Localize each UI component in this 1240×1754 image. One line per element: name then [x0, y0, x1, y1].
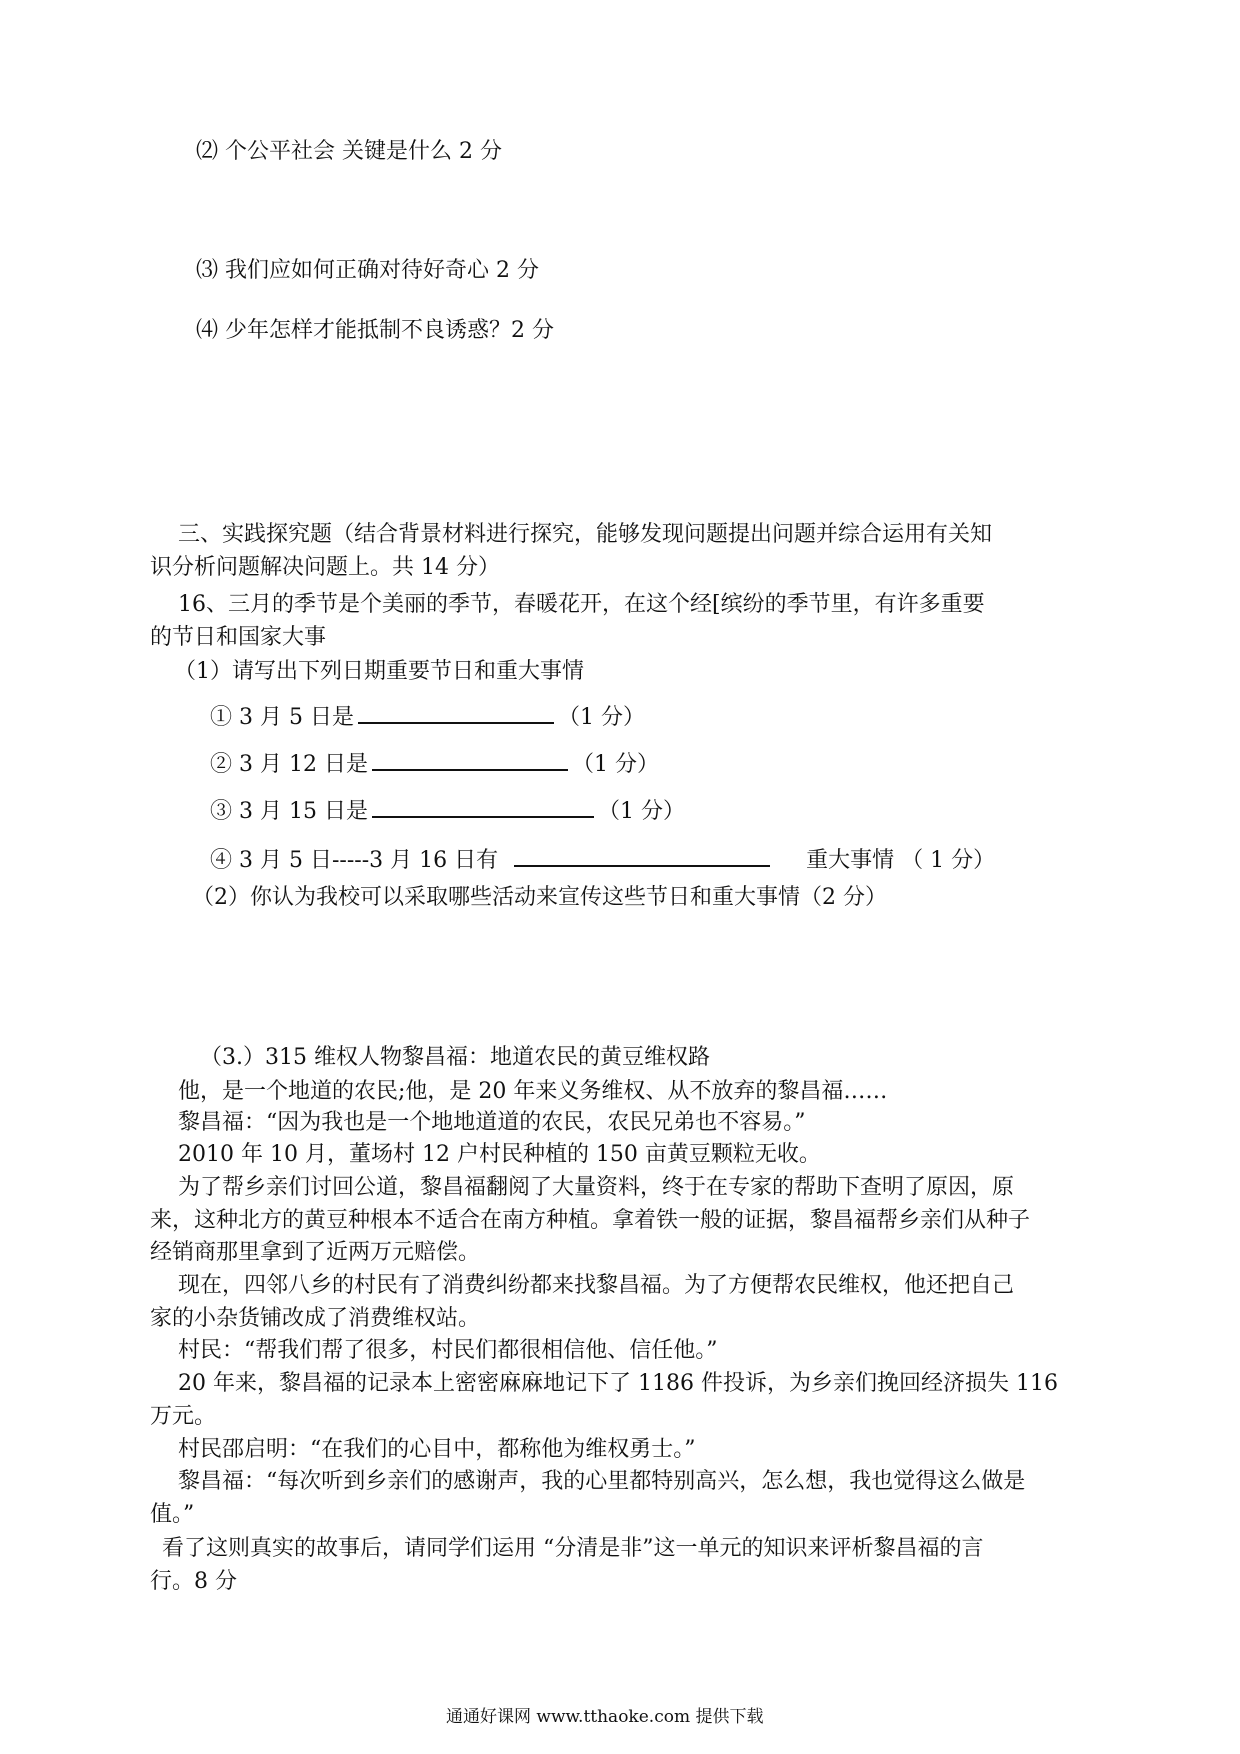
question-2: ⑵ 个公平社会 关键是什么 2 分 — [196, 139, 502, 164]
q16-intro-line-1: 16、三月的季节是个美丽的季节，春暖花开，在这个经[缤纷的季节里，有许多重要 — [178, 592, 985, 617]
story-line: 2010 年 10 月，董场村 12 户村民种植的 150 亩黄豆颗粒无收。 — [178, 1142, 821, 1167]
story-line: 现在，四邻八乡的村民有了消费纠纷都来找黎昌福。为了方便帮农民维权，他还把自己 — [178, 1273, 1015, 1298]
section-3-heading-line-2: 识分析问题解决问题上。共 14 分） — [150, 555, 500, 580]
fill-item-1 — [210, 700, 645, 733]
q16-intro-line-2: 的节日和国家大事 — [150, 625, 327, 650]
story-line: 经销商那里拿到了近两万元赔偿。 — [150, 1240, 481, 1265]
fill-item-1-points: （1 分） — [557, 705, 645, 730]
fill-item-2-label: ② 3 月 12 日是 — [210, 752, 368, 777]
fill-item-3 — [210, 794, 685, 827]
fill-item-3-label: ③ 3 月 15 日是 — [210, 799, 368, 824]
q16-sub-3-title: （3.）315 维权人物黎昌福：地道农民的黄豆维权路 — [200, 1045, 710, 1070]
footer-credit: 通通好课网 www.tthaoke.com 提供下载 — [446, 1707, 764, 1727]
q16-sub-2: （2）你认为我校可以采取哪些活动来宣传这些节日和重大事情（2 分） — [192, 885, 887, 910]
answer-blank-1[interactable] — [358, 700, 554, 724]
story-line: 行。8 分 — [150, 1569, 237, 1594]
story-line: 黎昌福：“因为我也是一个地地道道的农民，农民兄弟也不容易。” — [178, 1110, 806, 1135]
story-line: 值。” — [150, 1502, 195, 1527]
answer-blank-4[interactable] — [514, 843, 770, 867]
story-line: 村民邵启明：“在我们的心目中，都称他为维权勇士。” — [178, 1437, 696, 1462]
story-line: 他，是一个地道的农民;他，是 20 年来义务维权、从不放弃的黎昌福…… — [178, 1079, 888, 1104]
story-line: 看了这则真实的故事后，请同学们运用 “分清是非”这一单元的知识来评析黎昌福的言 — [162, 1536, 984, 1561]
answer-blank-2[interactable] — [372, 747, 568, 771]
fill-item-2 — [210, 747, 659, 780]
story-line: 万元。 — [150, 1404, 217, 1429]
story-line: 来，这种北方的黄豆种根本不适合在南方种植。拿着铁一般的证据，黎昌福帮乡亲们从种子 — [150, 1208, 1031, 1233]
answer-blank-3[interactable] — [372, 794, 594, 818]
fill-item-4-label: ④ 3 月 5 日-----3 月 16 日有 — [210, 848, 499, 873]
section-3-heading-line-1: 三、实践探究题（结合背景材料进行探究，能够发现问题提出问题并综合运用有关知 — [178, 522, 993, 547]
story-line: 黎昌福：“每次听到乡亲们的感谢声，我的心里都特别高兴，怎么想，我也觉得这么做是 — [178, 1469, 1026, 1494]
question-3: ⑶ 我们应如何正确对待好奇心 2 分 — [196, 258, 539, 283]
fill-item-3-points: （1 分） — [597, 799, 685, 824]
fill-item-1-label: ① 3 月 5 日是 — [210, 705, 354, 730]
question-4: ⑷ 少年怎样才能抵制不良诱惑？2 分 — [196, 318, 554, 343]
fill-item-4-points: 重大事情 （ 1 分） — [806, 848, 996, 873]
story-line: 村民：“帮我们帮了很多，村民们都很相信他、信任他。” — [178, 1338, 718, 1363]
q16-sub-1: （1）请写出下列日期重要节日和重大事情 — [174, 659, 584, 684]
fill-item-4 — [210, 843, 995, 876]
story-line: 为了帮乡亲们讨回公道，黎昌福翻阅了大量资料，终于在专家的帮助下查明了原因，原 — [178, 1175, 1015, 1200]
story-line: 家的小杂货铺改成了消费维权站。 — [150, 1306, 481, 1331]
fill-item-2-points: （1 分） — [571, 752, 659, 777]
story-line: 20 年来，黎昌福的记录本上密密麻麻地记下了 1186 件投诉，为乡亲们挽回经济损失 116 — [178, 1371, 1058, 1396]
